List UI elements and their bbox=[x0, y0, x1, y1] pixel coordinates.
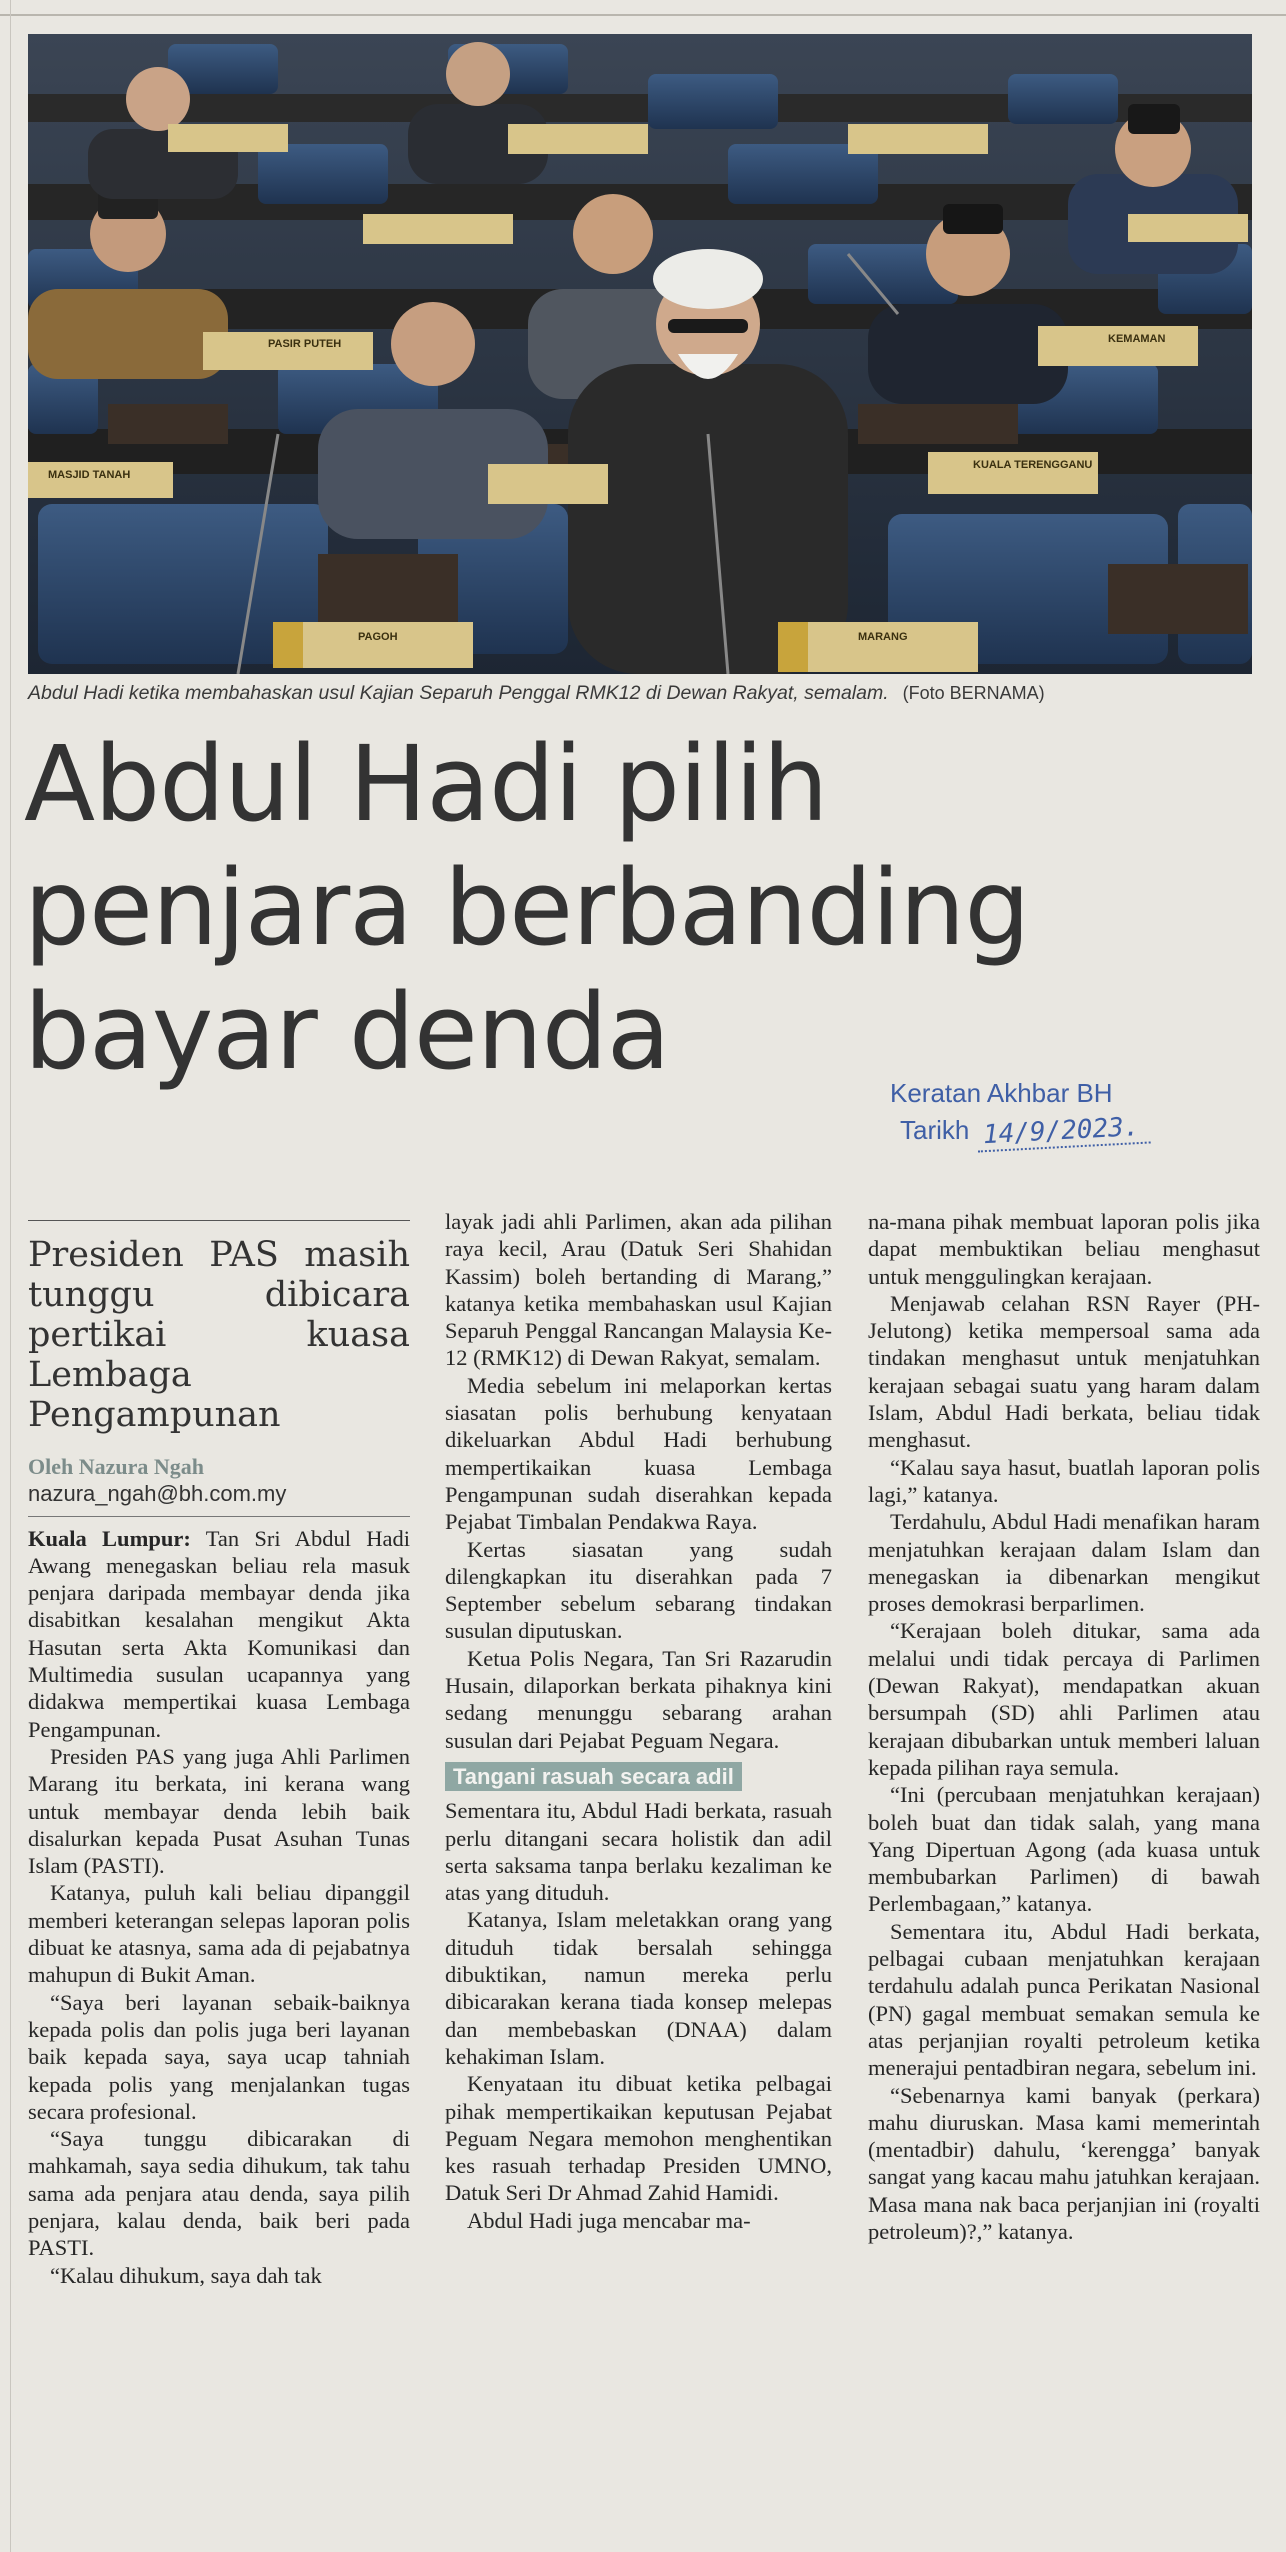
paragraph: Katanya, puluh kali beliau dipanggil memberi keterangan selepas laporan polis dibuat ke atasnya, sama ada di pejabatnya mahupun di Bukit Aman. bbox=[28, 1880, 410, 1988]
article-column-1 bbox=[28, 1220, 410, 2289]
lead-paragraph bbox=[28, 1525, 410, 1743]
paragraph: Menjawab celahan RSN Rayer (PH-Jelutong) ketika mempersoal sama ada tindakan menghasut untuk menjatuhkan kerajaan sebagai suatu yang haram dalam Islam, Abdul Hadi berkata, beliau tidak menghasut. bbox=[868, 1290, 1260, 1453]
article-column-2 bbox=[445, 1208, 832, 2234]
paragraph: “Kalau saya hasut, buatlah laporan polis lagi,” katanya. bbox=[868, 1454, 1260, 1507]
subheadline: Presiden PAS masih tunggu dibicara pertikai kuasa Lembaga Pengampunan bbox=[28, 1235, 410, 1435]
page-edge-left bbox=[10, 0, 11, 2552]
nameplate-pagoh: PAGOH bbox=[358, 631, 398, 643]
stamp-date-value: 14/9/2023. bbox=[976, 1112, 1150, 1153]
paragraph: “Saya tunggu dibicarakan di mahkamah, saya sedia dihukum, tak tahu sama ada penjara atau denda, saya pilih penjara, kalau denda, baik beri pada PASTI. bbox=[28, 2126, 410, 2261]
paragraph: Presiden PAS yang juga Ahli Parlimen Marang itu berkata, ini kerana wang untuk membayar denda lebih baik disalurkan kepada Pusat Asuhan Tunas Islam (PASTI). bbox=[28, 1743, 410, 1879]
paragraph: Sementara itu, Abdul Hadi berkata, rasuah perlu ditangani secara holistik dan adil serta saksama tanpa berlaku kezaliman ke atas yang dituduh. bbox=[445, 1798, 832, 1906]
byline-email: nazura_ngah@bh.com.my bbox=[28, 1481, 287, 1507]
stamp-label: Keratan Akhbar BH bbox=[890, 1078, 1113, 1108]
news-photo bbox=[28, 34, 1252, 674]
paragraph: Media sebelum ini melaporkan kertas siasatan polis berhubung kenyataan dikeluarkan Abdul Hadi berhubung mempertikaikan kuasa Lembaga Pengampunan sudah diserahkan kepada Pejabat Timbalan Pendakwa Raya. bbox=[445, 1372, 832, 1535]
nameplate-marang: MARANG bbox=[858, 631, 908, 643]
paragraph: Kenyataan itu dibuat ketika pelbagai pihak mempertikaikan keputusan Pejabat Peguam Negara memohon menghentikan kes rasuah terhadap Presiden UMNO, Datuk Seri Dr Ahmad Zahid Hamidi. bbox=[445, 2071, 832, 2206]
byline-name: Oleh Nazura Ngah bbox=[28, 1454, 204, 1479]
headline-line-3: bayar denda bbox=[24, 971, 670, 1093]
headline-line-2: penjara berbanding bbox=[24, 847, 1030, 969]
divider bbox=[28, 1220, 410, 1221]
headline-line-1: Abdul Hadi pilih bbox=[24, 723, 828, 845]
section-heading: Tangani rasuah secara adil bbox=[445, 1762, 742, 1791]
dateline: Kuala Lumpur: bbox=[28, 1525, 191, 1551]
headline bbox=[24, 722, 1264, 1094]
nameplate-kemaman: KEMAMAN bbox=[1108, 333, 1166, 345]
stamp-date-line bbox=[900, 1112, 1270, 1151]
paragraph: “Sebenarnya kami banyak (perkara) mahu diuruskan. Masa kami memerintah (mentadbir) dahulu, ‘kerengga’ banyak sangat yang kacau mahu jatuhkan kerajaan. Masa mana nak baca perjanjian ini (royalti petroleum)?,” katanya. bbox=[868, 2082, 1260, 2244]
stamp-date-label: Tarikh bbox=[900, 1115, 970, 1145]
paragraph: na-mana pihak membuat laporan polis jika dapat membuktikan beliau menghasut untuk menggulingkan kerajaan. bbox=[868, 1209, 1260, 1289]
paragraph: Ketua Polis Negara, Tan Sri Razarudin Husain, dilaporkan berkata pihaknya kini sedang menunggu sebarang arahan susulan dari Pejabat Peguam Negara. bbox=[445, 1645, 832, 1753]
paragraph: Katanya, Islam meletakkan orang yang dituduh tidak bersalah sehingga dibuktikan, namun mereka perlu dibicarakan kerana tiada konsep melepas dan membebaskan (DNAA) dalam kehakiman Islam. bbox=[445, 1907, 832, 2069]
paragraph: Terdahulu, Abdul Hadi menafikan haram menjatuhkan kerajaan dalam Islam dan menegaskan ia dibenarkan mengikut proses demokrasi berparlimen. bbox=[868, 1509, 1260, 1617]
paragraph: Kertas siasatan yang sudah dilengkapkan itu diserahkan pada 7 September sebelum sebarang tindakan susulan diputuskan. bbox=[445, 1536, 832, 1644]
paragraph: Abdul Hadi juga mencabar ma- bbox=[467, 2207, 751, 2233]
paragraph: “Kalau dihukum, saya dah tak bbox=[50, 2262, 322, 2288]
paragraph: layak jadi ahli Parlimen, akan ada pilihan raya kecil, Arau (Datuk Seri Shahidan Kassim) boleh bertanding di Marang,” katanya ketika membahaskan usul Kajian Separuh Penggal Rancangan Malaysia Ke-12 (RMK12) di Dewan Rakyat, semalam. bbox=[445, 1209, 832, 1371]
page-edge bbox=[0, 14, 1286, 16]
divider bbox=[28, 1516, 410, 1517]
paragraph: “Kerajaan boleh ditukar, sama ada melalui undi tidak percaya di Parlimen (Dewan Rakyat), mendapatkan akuan bersumpah (SD) ahli Parlimen atau kerajaan dibubarkan untuk memberi laluan kepada pilihan raya semula. bbox=[868, 1618, 1260, 1780]
caption-text: Abdul Hadi ketika membahaskan usul Kajian Separuh Penggal RMK12 di Dewan Rakyat, semalam. bbox=[28, 682, 889, 704]
clipping-stamp bbox=[890, 1078, 1270, 1151]
nameplate-pasir-puteh: PASIR PUTEH bbox=[268, 338, 342, 350]
nameplate-kuala-terengganu: KUALA TERENGGANU bbox=[973, 459, 1093, 471]
paragraph: “Ini (percubaan menjatuhkan kerajaan) boleh buat dan tidak salah, yang mana Yang Dipertuan Agong (ada kuasa untuk membubarkan Parlimen) di bawah Perlembagaan,” katanya. bbox=[868, 1782, 1260, 1917]
paragraph-text: Tan Sri Abdul Hadi Awang menegaskan beliau rela masuk penjara daripada membayar denda jika disabitkan kesalahan mengikut Akta Hasutan serta Akta Komunikasi dan Multimedia susulan ucapannya yang didakwa mempertikai kuasa Lembaga Pengampunan. bbox=[28, 1525, 410, 1742]
paragraph: Sementara itu, Abdul Hadi berkata, pelbagai cubaan menjatuhkan kerajaan terdahulu adalah punca Perikatan Nasional (PN) gagal membuat semakan semula ke atas perjanjian royalti petroleum ketika menerajui pentadbiran negara, sebelum ini. bbox=[868, 1918, 1260, 2081]
nameplate-masjid-tanah: MASJID TANAH bbox=[48, 469, 131, 481]
photo-caption bbox=[28, 682, 1252, 705]
parliament-photo-illustration bbox=[28, 34, 1252, 674]
photo-credit: (Foto BERNAMA) bbox=[902, 683, 1045, 703]
article-column-3 bbox=[868, 1208, 1260, 2245]
paragraph: “Saya beri layanan sebaik-baiknya kepada polis dan polis juga beri layanan baik kepada saya, saya ucap tahniah kepada polis yang menjalankan tugas secara profesional. bbox=[28, 1989, 410, 2124]
